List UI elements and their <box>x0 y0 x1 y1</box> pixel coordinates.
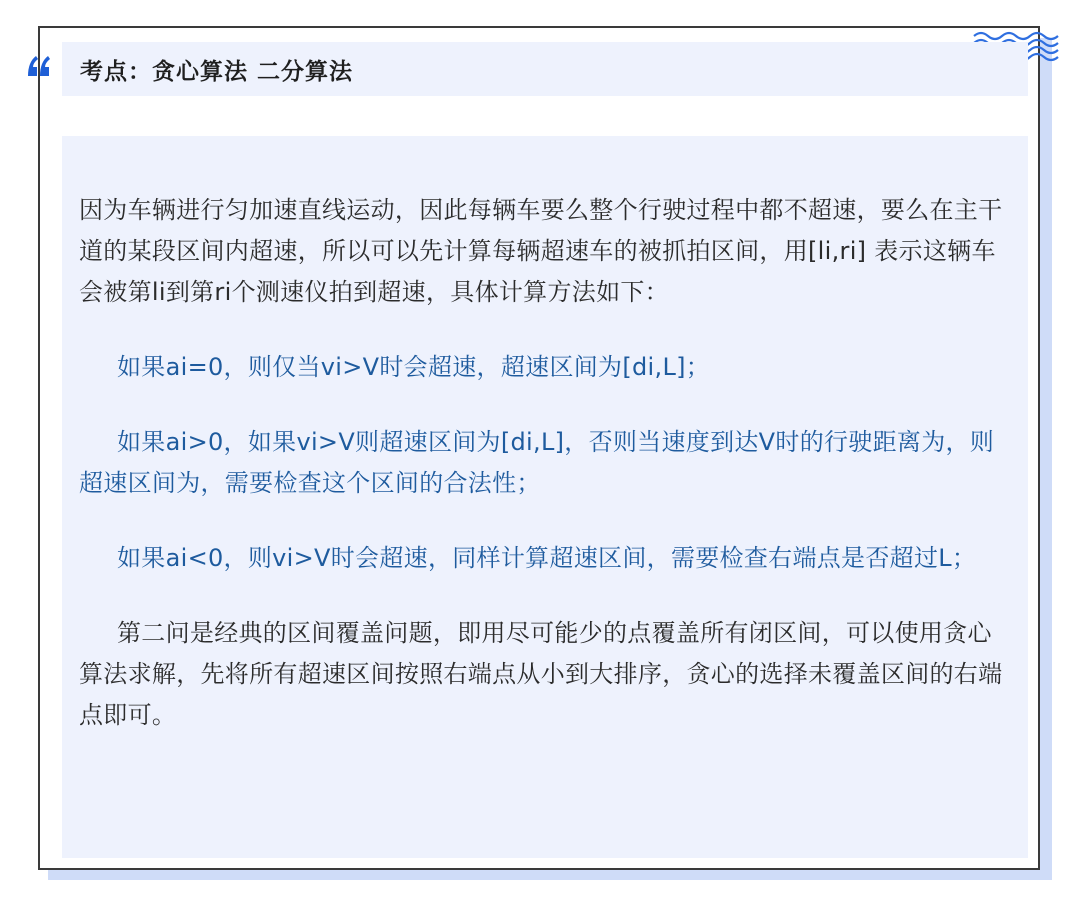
content-panel <box>62 136 1028 858</box>
intro-paragraph: 因为车辆进行匀加速直线运动，因此每辆车要么整个行驶过程中都不超速，要么在主干道的某段区间内超速，所以可以先计算每辆超速车的被抓拍区间，用[li,ri] 表示这辆车会被第li到第ri个测速仪拍到超速，具体计算方法如下： <box>79 196 1003 306</box>
case-positive-paragraph: 如果ai>0，如果vi>V则超速区间为[di,L]，否则当速度到达V时的行驶距离为，则超速区间为，需要检查这个区间的合法性； <box>79 428 995 497</box>
page-title: 考点：贪心算法 二分算法 <box>80 58 354 85</box>
case-zero-paragraph: 如果ai=0，则仅当vi>V时会超速，超速区间为[di,L]； <box>117 353 711 381</box>
quote-icon <box>26 50 52 80</box>
second-question-paragraph: 第二问是经典的区间覆盖问题，即用尽可能少的点覆盖所有闭区间，可以使用贪心算法求解，先将所有超速区间按照右端点从小到大排序，贪心的选择未覆盖区间的右端点即可。 <box>79 619 1003 729</box>
case-negative-paragraph: 如果ai<0，则vi>V时会超速，同样计算超速区间，需要检查右端点是否超过L； <box>117 544 977 572</box>
title-bar <box>62 42 1028 96</box>
